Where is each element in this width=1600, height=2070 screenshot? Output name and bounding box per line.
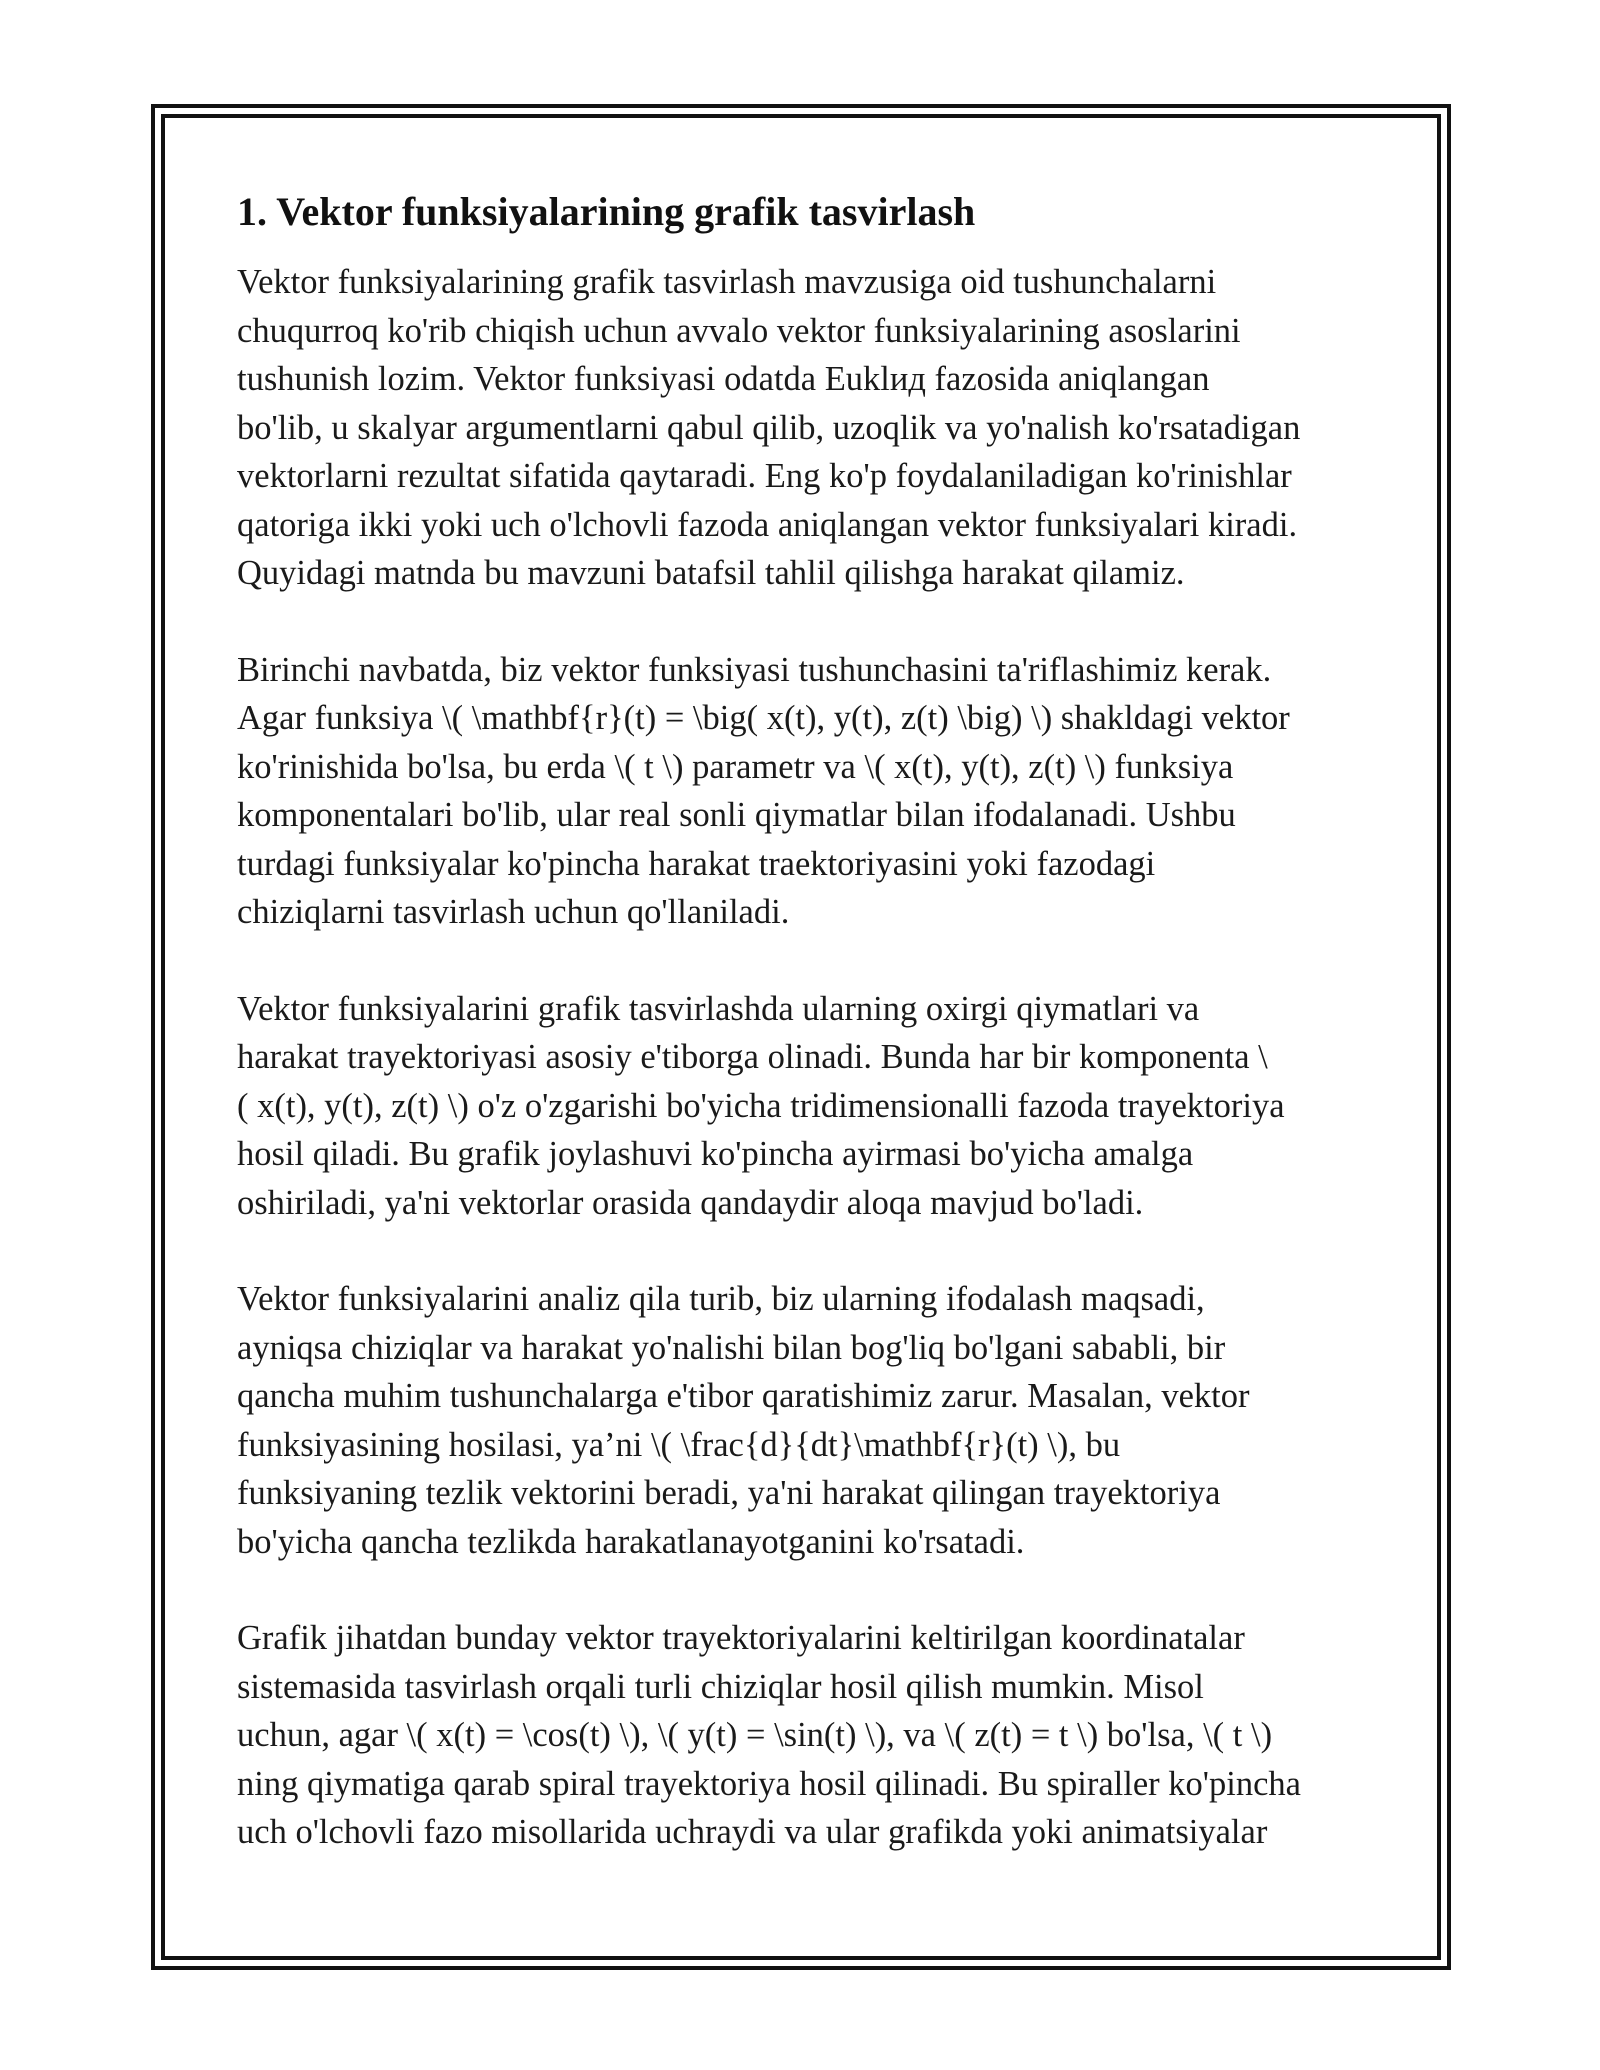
section-heading: 1. Vektor funksiyalarining grafik tasvirlash [237,189,976,234]
text-line: Birinchi navbatda, biz vektor funksiyasi tushunchasini ta'riflashimiz kerak. [237,650,1272,689]
paragraph-4 [237,1275,1387,1566]
text-line: oshiriladi, ya'ni vektorlar orasida qandaydir aloqa mavjud bo'ladi. [237,1183,1144,1222]
text-line: bo'lib, u skalyar argumentlarni qabul qilib, uzoqlik va yo'nalish ko'rsatadigan [237,408,1301,447]
text-line: vektorlarni rezultat sifatida qaytaradi. Eng ko'p foydalaniladigan ko'rinishlar [237,457,1292,495]
text-line: ayniqsa chiziqlar va harakat yo'nalishi bilan bog'liq bo'lgani sababli, bir [237,1328,1226,1367]
text-line: ko'rinishida bo'lsa, bu erda \( t \) parametr va \( x(t), y(t), z(t) \) funksiya [237,747,1234,786]
text-line: qancha muhim tushunchalarga e'tibor qaratishimiz zarur. Masalan, vektor [237,1377,1250,1415]
text-line: sistemasida tasvirlash orqali turli chiziqlar hosil qilish mumkin. Misol [237,1667,1204,1706]
text-line: hosil qiladi. Bu grafik joylashuvi ko'pincha ayirmasi bo'yicha amalga [237,1135,1194,1173]
text-line: funksiyaning tezlik vektorini beradi, ya'ni harakat qilingan trayektoriya [237,1474,1221,1512]
text-line: komponentalari bo'lib, ular real sonli qiymatlar bilan ifodalanadi. Ushbu [237,796,1236,834]
text-line: ( x(t), y(t), z(t) \) o'z o'zgarishi bo'yicha tridimensionalli fazoda trayektoriya [237,1086,1285,1125]
paragraph-2 [237,646,1387,937]
paragraph-1 [237,258,1387,598]
document-body [237,186,1387,1905]
text-line: Vektor funksiyalarini grafik tasvirlashda ularning oxirgi qiymatlari va [237,989,1200,1028]
text-line: uchun, agar \( x(t) = \cos(t) \), \( y(t) = \sin(t) \), va \( z(t) = t \) bo'lsa, \( t \) [237,1716,1273,1754]
text-line: Quyidagi matnda bu mavzuni batafsil tahlil qilishga harakat qilamiz. [237,554,1185,592]
text-line: qatoriga ikki yoki uch o'lchovli fazoda aniqlangan vektor funksiyalari kiradi. [237,505,1298,544]
text-line: bo'yicha qancha tezlikda harakatlanayotganini ko'rsatadi. [237,1522,1025,1561]
text-line: Vektor funksiyalarini analiz qila turib, biz ularning ifodalash maqsadi, [237,1280,1205,1318]
text-line: uch o'lchovli fazo misollarida uchraydi va ular grafikda yoki animatsiyalar [237,1813,1268,1851]
text-line: funksiyasining hosilasi, ya’ni \( \frac{d}{dt}\mathbf{r}(t) \), bu [237,1425,1121,1464]
text-line: turdagi funksiyalar ko'pincha harakat traektoriyasini yoki fazodagi [237,844,1156,883]
text-line: chuqurroq ko'rib chiqish uchun avvalo vektor funksiyalarining asoslarini [237,311,1241,350]
text-line: chiziqlarni tasvirlash uchun qo'llaniladi. [237,893,790,931]
text-line: Grafik jihatdan bunday vektor trayektoriyalarini keltirilgan koordinatalar [237,1619,1245,1657]
text-line: tushunish lozim. Vektor funksiyasi odatda Euklид fazosida aniqlangan [237,360,1210,398]
text-line: harakat trayektoriyasi asosiy e'tiborga olinadi. Bunda har bir komponenta \ [237,1038,1268,1076]
text-line: Vektor funksiyalarining grafik tasvirlash mavzusiga oid tushunchalarni [237,263,1217,301]
paragraph-3 [237,985,1387,1228]
text-line: ning qiymatiga qarab spiral trayektoriya hosil qilinadi. Bu spiraller ko'pincha [237,1764,1301,1803]
text-line: Agar funksiya \( \mathbf{r}(t) = \big( x(t), y(t), z(t) \big) \) shakldagi vektor [237,699,1290,737]
paragraph-5 [237,1614,1387,1857]
